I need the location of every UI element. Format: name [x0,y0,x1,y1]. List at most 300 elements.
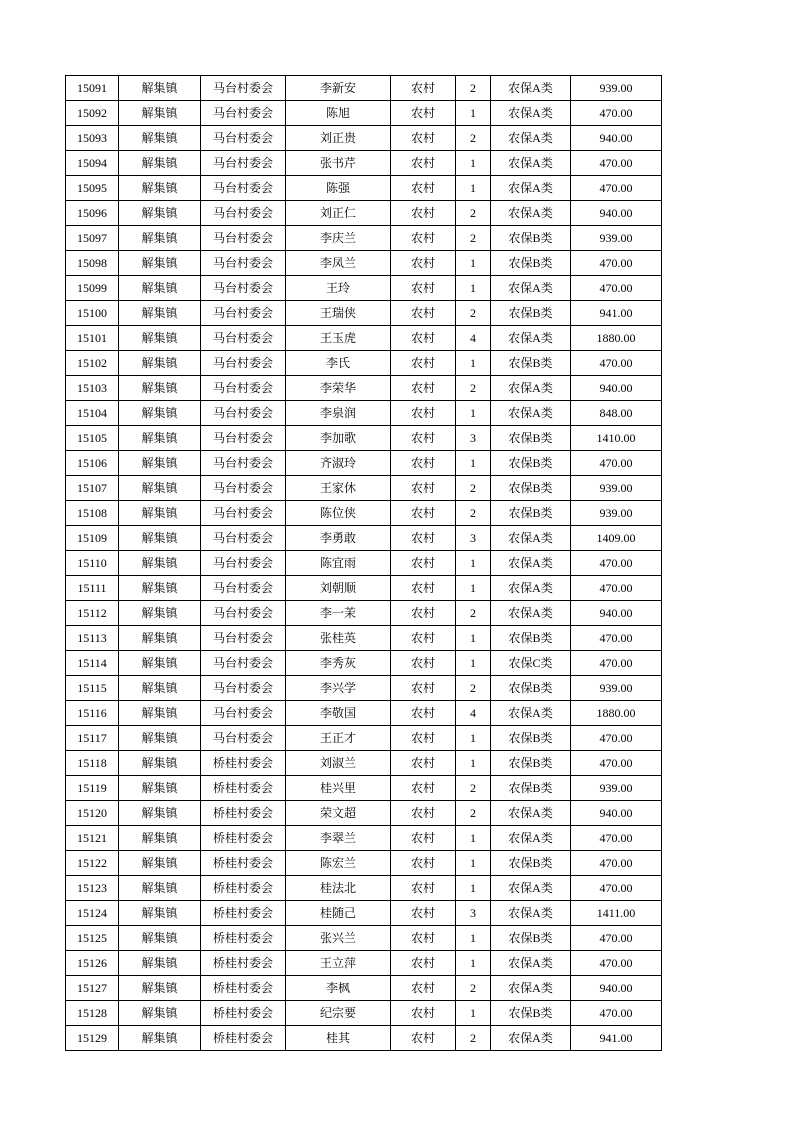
cell-name: 张桂英 [286,626,391,651]
cell-town: 解集镇 [119,651,201,676]
table-row [66,101,662,126]
cell-category: 农保A类 [491,176,571,201]
cell-type: 农村 [391,876,456,901]
table-row [66,501,662,526]
cell-amount: 470.00 [571,926,662,951]
cell-village: 马台村委会 [201,126,286,151]
table-row [66,701,662,726]
cell-amount: 470.00 [571,176,662,201]
cell-town: 解集镇 [119,776,201,801]
cell-id: 15103 [66,376,119,401]
cell-category: 农保B类 [491,776,571,801]
cell-category: 农保C类 [491,651,571,676]
cell-town: 解集镇 [119,1026,201,1051]
cell-amount: 470.00 [571,626,662,651]
cell-name: 王立萍 [286,951,391,976]
cell-amount: 939.00 [571,676,662,701]
cell-village: 马台村委会 [201,726,286,751]
cell-town: 解集镇 [119,701,201,726]
cell-amount: 1880.00 [571,701,662,726]
cell-id: 15126 [66,951,119,976]
cell-town: 解集镇 [119,751,201,776]
cell-category: 农保B类 [491,726,571,751]
cell-village: 马台村委会 [201,576,286,601]
cell-count: 2 [456,776,491,801]
cell-count: 1 [456,551,491,576]
cell-town: 解集镇 [119,401,201,426]
cell-type: 农村 [391,626,456,651]
cell-count: 2 [456,126,491,151]
cell-id: 15095 [66,176,119,201]
cell-town: 解集镇 [119,876,201,901]
cell-type: 农村 [391,276,456,301]
cell-id: 15104 [66,401,119,426]
cell-town: 解集镇 [119,576,201,601]
cell-amount: 939.00 [571,476,662,501]
table-row [66,901,662,926]
cell-name: 李泉润 [286,401,391,426]
cell-amount: 470.00 [571,251,662,276]
table-row [66,451,662,476]
cell-name: 李敬国 [286,701,391,726]
cell-village: 马台村委会 [201,651,286,676]
cell-amount: 470.00 [571,101,662,126]
cell-count: 1 [456,651,491,676]
cell-type: 农村 [391,476,456,501]
cell-name: 刘正仁 [286,201,391,226]
cell-type: 农村 [391,201,456,226]
cell-category: 农保A类 [491,526,571,551]
cell-count: 2 [456,976,491,1001]
cell-town: 解集镇 [119,801,201,826]
cell-count: 1 [456,626,491,651]
cell-village: 马台村委会 [201,226,286,251]
cell-id: 15122 [66,851,119,876]
table-row [66,151,662,176]
table-row [66,276,662,301]
cell-amount: 470.00 [571,651,662,676]
cell-type: 农村 [391,576,456,601]
cell-category: 农保A类 [491,601,571,626]
cell-type: 农村 [391,676,456,701]
cell-name: 王玲 [286,276,391,301]
cell-category: 农保B类 [491,426,571,451]
cell-count: 1 [456,876,491,901]
cell-category: 农保B类 [491,626,571,651]
cell-village: 马台村委会 [201,676,286,701]
cell-id: 15096 [66,201,119,226]
table-row [66,676,662,701]
cell-town: 解集镇 [119,376,201,401]
cell-town: 解集镇 [119,901,201,926]
cell-town: 解集镇 [119,826,201,851]
cell-category: 农保B类 [491,676,571,701]
cell-id: 15092 [66,101,119,126]
cell-town: 解集镇 [119,201,201,226]
table-row [66,351,662,376]
cell-count: 1 [456,951,491,976]
cell-count: 2 [456,476,491,501]
cell-village: 桥桂村委会 [201,1026,286,1051]
cell-village: 马台村委会 [201,501,286,526]
cell-village: 桥桂村委会 [201,976,286,1001]
cell-category: 农保B类 [491,751,571,776]
cell-town: 解集镇 [119,301,201,326]
table-row [66,176,662,201]
cell-amount: 940.00 [571,976,662,1001]
cell-category: 农保B类 [491,926,571,951]
cell-town: 解集镇 [119,176,201,201]
cell-category: 农保A类 [491,701,571,726]
cell-id: 15100 [66,301,119,326]
cell-village: 马台村委会 [201,601,286,626]
cell-town: 解集镇 [119,276,201,301]
cell-id: 15094 [66,151,119,176]
cell-type: 农村 [391,101,456,126]
cell-name: 李庆兰 [286,226,391,251]
cell-category: 农保B类 [491,501,571,526]
cell-name: 桂兴里 [286,776,391,801]
cell-town: 解集镇 [119,126,201,151]
cell-town: 解集镇 [119,76,201,101]
cell-name: 桂其 [286,1026,391,1051]
cell-count: 3 [456,526,491,551]
cell-type: 农村 [391,701,456,726]
cell-town: 解集镇 [119,351,201,376]
cell-count: 1 [456,576,491,601]
cell-amount: 941.00 [571,1026,662,1051]
cell-name: 纪宗要 [286,1001,391,1026]
cell-type: 农村 [391,801,456,826]
cell-count: 1 [456,726,491,751]
cell-amount: 470.00 [571,551,662,576]
cell-amount: 941.00 [571,301,662,326]
cell-name: 李秀灰 [286,651,391,676]
cell-category: 农保A类 [491,276,571,301]
cell-category: 农保B类 [491,351,571,376]
cell-village: 桥桂村委会 [201,751,286,776]
table-row [66,726,662,751]
cell-village: 马台村委会 [201,301,286,326]
cell-count: 2 [456,226,491,251]
cell-amount: 939.00 [571,76,662,101]
table-row [66,951,662,976]
cell-count: 2 [456,1026,491,1051]
records-table [65,75,662,1051]
cell-count: 1 [456,251,491,276]
cell-type: 农村 [391,526,456,551]
cell-town: 解集镇 [119,726,201,751]
cell-name: 陈位侠 [286,501,391,526]
cell-name: 陈强 [286,176,391,201]
cell-village: 马台村委会 [201,401,286,426]
cell-count: 2 [456,376,491,401]
cell-type: 农村 [391,401,456,426]
cell-id: 15105 [66,426,119,451]
cell-id: 15115 [66,676,119,701]
cell-village: 马台村委会 [201,201,286,226]
cell-name: 刘朝顺 [286,576,391,601]
cell-category: 农保B类 [491,476,571,501]
cell-village: 桥桂村委会 [201,926,286,951]
cell-type: 农村 [391,551,456,576]
cell-village: 桥桂村委会 [201,851,286,876]
cell-village: 马台村委会 [201,626,286,651]
cell-id: 15121 [66,826,119,851]
records-table-body [66,76,662,1051]
cell-type: 农村 [391,426,456,451]
cell-village: 马台村委会 [201,526,286,551]
cell-type: 农村 [391,301,456,326]
cell-town: 解集镇 [119,226,201,251]
cell-count: 2 [456,801,491,826]
cell-town: 解集镇 [119,251,201,276]
cell-category: 农保B类 [491,1001,571,1026]
cell-id: 15113 [66,626,119,651]
cell-town: 解集镇 [119,926,201,951]
table-row [66,526,662,551]
table-row [66,576,662,601]
cell-town: 解集镇 [119,476,201,501]
cell-type: 农村 [391,976,456,1001]
cell-amount: 470.00 [571,151,662,176]
cell-name: 刘正贵 [286,126,391,151]
cell-type: 农村 [391,226,456,251]
cell-amount: 470.00 [571,951,662,976]
cell-amount: 940.00 [571,126,662,151]
cell-category: 农保B类 [491,301,571,326]
table-row [66,926,662,951]
cell-id: 15110 [66,551,119,576]
cell-id: 15123 [66,876,119,901]
cell-amount: 939.00 [571,776,662,801]
table-row [66,301,662,326]
cell-name: 王正才 [286,726,391,751]
cell-name: 李新安 [286,76,391,101]
cell-count: 2 [456,676,491,701]
cell-amount: 939.00 [571,226,662,251]
cell-town: 解集镇 [119,951,201,976]
cell-town: 解集镇 [119,326,201,351]
cell-category: 农保A类 [491,1026,571,1051]
cell-name: 陈宜雨 [286,551,391,576]
cell-town: 解集镇 [119,851,201,876]
cell-count: 4 [456,701,491,726]
cell-type: 农村 [391,651,456,676]
cell-amount: 1880.00 [571,326,662,351]
table-row [66,76,662,101]
cell-type: 农村 [391,326,456,351]
cell-amount: 1411.00 [571,901,662,926]
table-row [66,851,662,876]
cell-amount: 940.00 [571,201,662,226]
cell-type: 农村 [391,126,456,151]
cell-count: 2 [456,76,491,101]
cell-category: 农保B类 [491,851,571,876]
cell-id: 15118 [66,751,119,776]
cell-name: 李枫 [286,976,391,1001]
cell-village: 马台村委会 [201,426,286,451]
cell-category: 农保A类 [491,76,571,101]
cell-name: 李勇敢 [286,526,391,551]
cell-id: 15116 [66,701,119,726]
table-row [66,876,662,901]
cell-village: 马台村委会 [201,176,286,201]
cell-category: 农保A类 [491,401,571,426]
cell-count: 1 [456,751,491,776]
table-row [66,401,662,426]
cell-village: 马台村委会 [201,476,286,501]
table-row [66,651,662,676]
cell-type: 农村 [391,76,456,101]
cell-count: 2 [456,301,491,326]
table-row [66,626,662,651]
cell-name: 陈旭 [286,101,391,126]
cell-count: 1 [456,276,491,301]
cell-type: 农村 [391,776,456,801]
cell-name: 刘淑兰 [286,751,391,776]
cell-name: 王玉虎 [286,326,391,351]
cell-id: 15125 [66,926,119,951]
cell-category: 农保A类 [491,826,571,851]
cell-category: 农保A类 [491,151,571,176]
cell-type: 农村 [391,176,456,201]
cell-count: 1 [456,351,491,376]
cell-village: 桥桂村委会 [201,776,286,801]
cell-id: 15127 [66,976,119,1001]
cell-id: 15106 [66,451,119,476]
cell-category: 农保A类 [491,976,571,1001]
cell-id: 15111 [66,576,119,601]
cell-type: 农村 [391,601,456,626]
cell-count: 1 [456,851,491,876]
cell-category: 农保A类 [491,901,571,926]
cell-amount: 470.00 [571,751,662,776]
cell-amount: 470.00 [571,1001,662,1026]
cell-name: 齐淑玲 [286,451,391,476]
cell-amount: 470.00 [571,576,662,601]
cell-name: 李凤兰 [286,251,391,276]
table-row [66,751,662,776]
cell-type: 农村 [391,1001,456,1026]
table-row [66,1001,662,1026]
cell-name: 李兴学 [286,676,391,701]
cell-category: 农保A类 [491,576,571,601]
cell-village: 桥桂村委会 [201,826,286,851]
cell-village: 马台村委会 [201,376,286,401]
cell-name: 陈宏兰 [286,851,391,876]
cell-town: 解集镇 [119,501,201,526]
cell-amount: 940.00 [571,601,662,626]
cell-count: 4 [456,326,491,351]
cell-name: 张书芹 [286,151,391,176]
cell-amount: 470.00 [571,351,662,376]
cell-count: 1 [456,176,491,201]
cell-type: 农村 [391,951,456,976]
cell-amount: 940.00 [571,801,662,826]
cell-town: 解集镇 [119,151,201,176]
cell-amount: 470.00 [571,826,662,851]
cell-name: 荣文超 [286,801,391,826]
cell-village: 马台村委会 [201,451,286,476]
cell-village: 马台村委会 [201,76,286,101]
cell-category: 农保A类 [491,876,571,901]
cell-category: 农保A类 [491,101,571,126]
cell-name: 王家休 [286,476,391,501]
cell-id: 15114 [66,651,119,676]
cell-name: 李荣华 [286,376,391,401]
cell-name: 李一茉 [286,601,391,626]
cell-town: 解集镇 [119,526,201,551]
cell-name: 张兴兰 [286,926,391,951]
cell-category: 农保A类 [491,951,571,976]
cell-id: 15128 [66,1001,119,1026]
cell-category: 农保A类 [491,376,571,401]
cell-type: 农村 [391,926,456,951]
table-row [66,551,662,576]
cell-count: 3 [456,901,491,926]
cell-category: 农保A类 [491,326,571,351]
cell-category: 农保B类 [491,226,571,251]
table-row [66,476,662,501]
table-row [66,1026,662,1051]
cell-village: 马台村委会 [201,351,286,376]
cell-village: 桥桂村委会 [201,901,286,926]
cell-amount: 939.00 [571,501,662,526]
cell-type: 农村 [391,451,456,476]
cell-count: 1 [456,926,491,951]
cell-name: 桂法北 [286,876,391,901]
cell-id: 15101 [66,326,119,351]
cell-name: 桂随己 [286,901,391,926]
cell-id: 15107 [66,476,119,501]
cell-count: 1 [456,401,491,426]
cell-type: 农村 [391,151,456,176]
cell-name: 李翠兰 [286,826,391,851]
table-row [66,201,662,226]
table-row [66,776,662,801]
table-row [66,226,662,251]
cell-category: 农保B类 [491,451,571,476]
cell-village: 桥桂村委会 [201,876,286,901]
table-row [66,376,662,401]
table-row [66,126,662,151]
cell-village: 马台村委会 [201,101,286,126]
cell-type: 农村 [391,501,456,526]
cell-type: 农村 [391,901,456,926]
table-row [66,976,662,1001]
cell-amount: 470.00 [571,851,662,876]
cell-town: 解集镇 [119,676,201,701]
table-row [66,601,662,626]
cell-type: 农村 [391,751,456,776]
table-row [66,426,662,451]
cell-town: 解集镇 [119,626,201,651]
cell-village: 桥桂村委会 [201,951,286,976]
cell-count: 1 [456,101,491,126]
cell-amount: 470.00 [571,451,662,476]
cell-town: 解集镇 [119,1001,201,1026]
cell-amount: 940.00 [571,376,662,401]
cell-count: 2 [456,601,491,626]
cell-id: 15093 [66,126,119,151]
cell-type: 农村 [391,726,456,751]
cell-type: 农村 [391,851,456,876]
cell-id: 15099 [66,276,119,301]
cell-category: 农保B类 [491,251,571,276]
cell-id: 15120 [66,801,119,826]
cell-town: 解集镇 [119,451,201,476]
